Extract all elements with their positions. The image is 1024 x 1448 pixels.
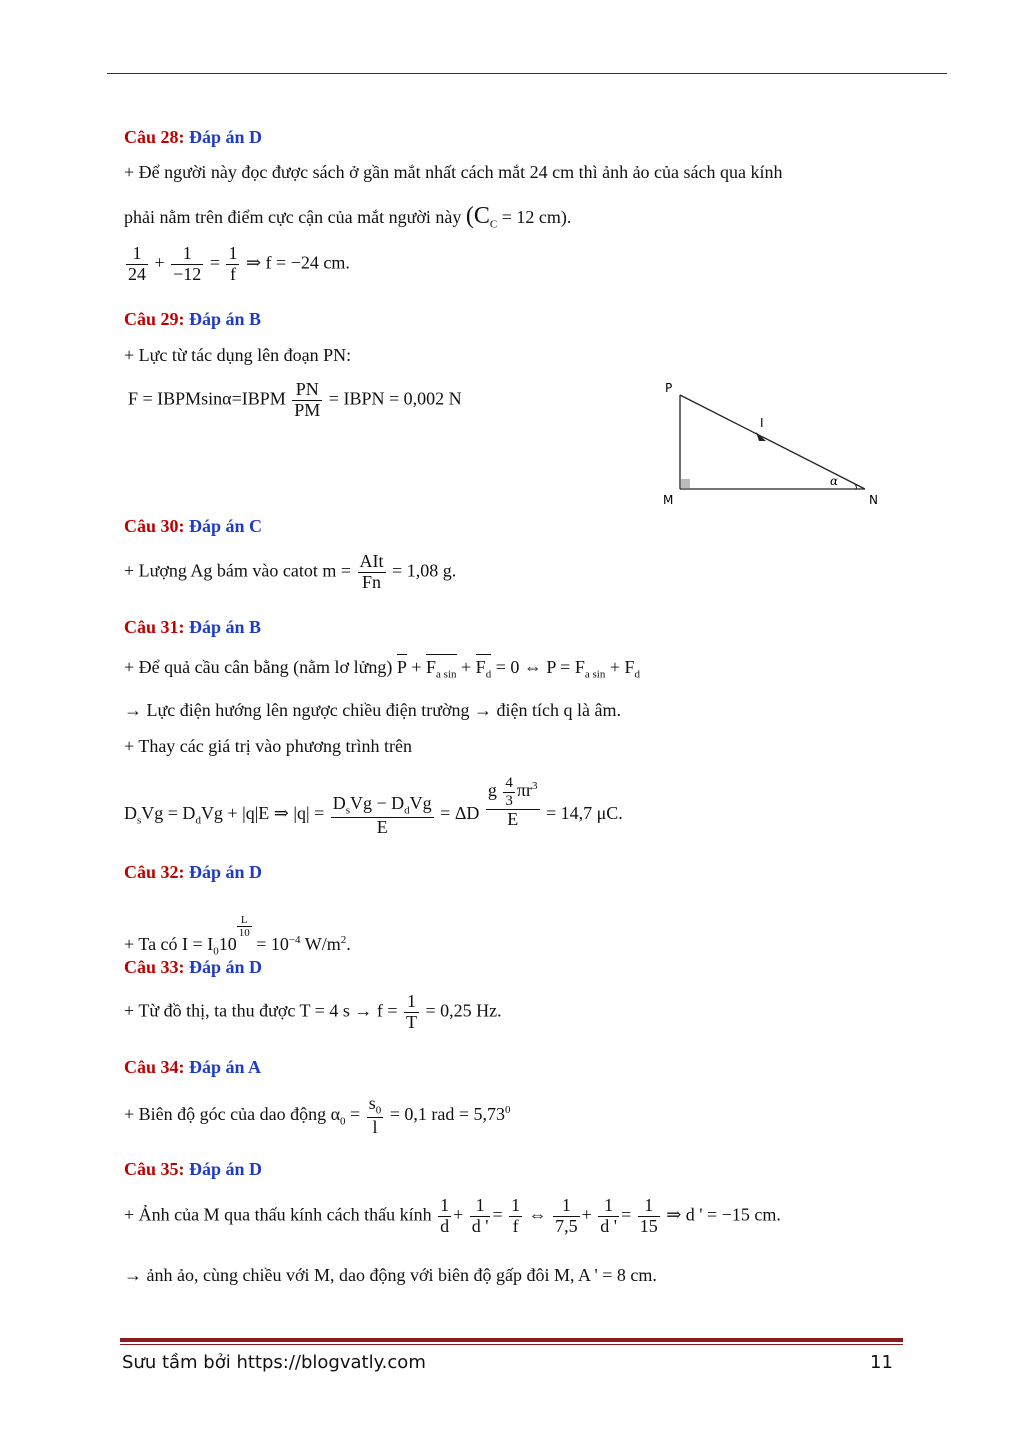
q28-cc-rest: = 12 cm). [497,207,572,227]
question-35-heading [124,1159,262,1180]
question-30-heading [124,516,262,537]
q30-mass-equation [124,552,456,593]
question-32-heading [124,862,262,883]
q30-post: = 1,08 g. [392,560,457,581]
question-number: Câu 29: [124,309,185,329]
question-34-heading [124,1057,261,1078]
label-m: M [663,493,674,507]
q28-line2 [124,202,571,232]
q34-angle-equation: + Biên độ góc của dao động $\alpha_0$ = $\frac{s_0}{l}$ = 0,1 rad = $5,73^0$ [124,1093,511,1137]
question-33-heading [124,957,262,978]
label-i: I [760,416,764,430]
q28-line1: + Để người này đọc được sách ở gần mắt nhất cách mắt 24 cm thì ảnh ảo của sách qua kính [124,162,783,182]
fraction: $\frac{1}{T}$ [405,991,417,1032]
fraction: $\frac{1}{f}$ [511,1195,521,1236]
fraction: $\frac{s_0}{l}$ [368,1093,382,1137]
fraction: $\frac{1}{-12}$ [173,243,202,284]
q31-line1: + Để quả cầu cân bằng (nằm lơ lửng) $P + F_{a sin} + F_d = 0$ ⇔ $P = F_{a sin} + F_d$ [124,657,640,681]
right-triangle-figure [655,375,895,515]
question-28-heading [124,127,262,148]
header-rule [107,73,947,74]
fraction: $\frac{1}{24}$ [128,243,146,284]
q31-sub-asin: a sin [584,668,606,681]
fraction: $\frac{1}{d}$ [440,1195,450,1236]
question-number: Câu 35: [124,1159,185,1179]
label-p: P [665,381,673,395]
q28-result: ⇒ f = −24 cm. [245,252,350,273]
q31-charge-equation: $D_sVg = D_dVg + |q|E$ ⇒ |q| = $\frac{D_sVg - D_dVg}{E}$ = ΔD g $\frac{4}{3}$ $\pi r^3$ E = 14,7 μC. [124,775,623,837]
label-n: N [869,493,878,507]
fraction: $\frac{1}{15}$ [639,1195,658,1236]
q31-fd: F [624,657,635,677]
q29-force-equation [128,380,462,421]
answer-label: Đáp án B [189,617,262,637]
fraction: $\frac{1}{f}$ [228,243,238,284]
q29-line1: + Lực từ tác dụng lên đoạn PN: [124,345,352,365]
answer-label: Đáp án D [189,1159,263,1179]
footer-source: Sưu tầm bởi https://blogvatly.com [122,1352,426,1373]
q28-lens-equation: $\frac{1}{24}$ + $\frac{1}{-12}$ = $\frac{1}{f}$ ⇒ f = −24 cm. [128,243,350,284]
q33-frequency-equation: + Từ đồ thị, ta thu được T = 4 s → f = $\frac{1}{T}$ = 0,25 Hz. [124,991,502,1032]
fraction: $\frac{1}{d '}$ [471,1195,489,1236]
q35-line2: → ảnh ảo, cùng chiều với M, dao động với biên độ gấp đôi M, A ' = 8 cm. [124,1265,657,1285]
question-29-heading [124,309,261,330]
q32-intensity-equation: + Ta có $I = I_010$ $\frac{L}{10}$ = $10^{-4}$ $W/m^2$. [124,914,351,958]
fraction: g $\frac{4}{3}$ $\pi r^3$ E [487,775,538,829]
q31-line3: + Thay các giá trị vào phương trình trên [124,736,413,756]
answer-label: Đáp án A [189,1057,262,1077]
fraction: $\frac{1}{7,5}$ [555,1195,578,1236]
fraction: $\frac{D_sVg - D_dVg}{E}$ [332,793,432,837]
q31-sub-d: d [634,668,640,681]
question-number: Câu 31: [124,617,185,637]
question-number: Câu 33: [124,957,185,977]
q29-eq-right: = IBPN = 0,002 N [328,388,462,409]
q31-line2: → Lực điện hướng lên ngược chiều điện trường → điện tích q là âm. [124,700,621,720]
answer-label: Đáp án D [189,862,263,882]
question-31-heading [124,617,261,638]
label-alpha: α [830,474,839,488]
answer-label: Đáp án D [189,957,263,977]
vector-f-d: $F_d$ [475,657,492,681]
q31-eq1-mid: = 0 ⇔ P = F [495,657,585,677]
current-arrow-icon [756,432,766,441]
q35-lens-equation: + Ảnh của M qua thấu kính cách thấu kính $\frac{1}{d}$ + $\frac{1}{d '}$ = $\frac{1}{f}$ ⇔ $\frac{1}{7,5}$ + $\frac{1}{d '}$ = $\frac{1}{15}$ ⇒ d ' = −15 cm. [124,1195,781,1236]
footer-rule-thin [120,1344,903,1345]
question-number: Câu 34: [124,1057,185,1077]
question-number: Câu 32: [124,862,185,882]
q28-cc-sub: C [489,218,498,231]
fraction: $\frac{1}{d '}$ [600,1195,618,1236]
question-number: Câu 28: [124,127,185,147]
q31-line1-text: + Để quả cầu cân bằng (nằm lơ lửng) [124,657,393,677]
footer-rule-thick [120,1338,903,1342]
vector-p: P [396,657,407,677]
q30-pre: + Lượng Ag bám vào catot m = [124,560,352,581]
q28-cc-open: (C [465,203,490,229]
answer-label: Đáp án D [189,127,263,147]
right-angle-mark [681,479,690,488]
answer-label: Đáp án C [189,516,263,536]
fraction: $\frac{\text{AIt}}{Fn}$ [359,551,384,592]
q28-line2-text: phải nằm trên điểm cực cận của mắt người này [124,207,462,227]
q29-eq-left: F = IBPMsinα=IBPM [128,388,286,409]
answer-label: Đáp án B [189,309,262,329]
question-number: Câu 30: [124,516,185,536]
fraction: $\frac{PN}{PM}$ [294,379,321,420]
vector-f-asin: $F_{a sin}$ [426,657,457,681]
page-number: 11 [870,1352,893,1373]
